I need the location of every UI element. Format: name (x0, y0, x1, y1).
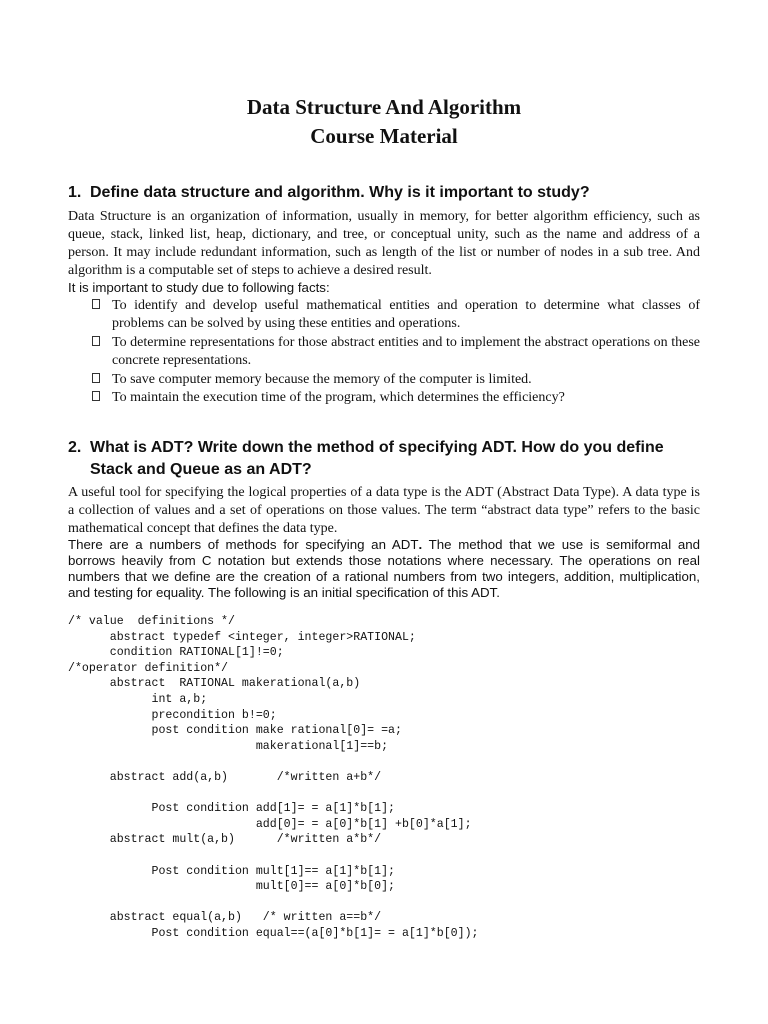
doc-title-line1: Data Structure And Algorithm (246, 95, 522, 119)
q1-heading (68, 182, 700, 204)
q1-bullet-item (92, 389, 700, 407)
adt-code-block (68, 614, 708, 941)
q1-paragraph-1: Data Structure is an organization of information, usually in memory, for better algorithm efficiency, such as queue, stack, linked list, heap, dictionary, and tree, or conceptual unity, such as the name and address of a person. It may include redundant information, such as length of the list or number of nodes in a sub tree. And algorithm is a computable set of steps to achieve a desired result. (68, 209, 700, 278)
code-line: abstract RATIONAL makerational(a,b) (68, 677, 361, 691)
bullet-box-icon (92, 336, 100, 346)
bullet-text: To maintain the execution time of the program, which determines the efficiency? (112, 390, 565, 405)
code-line: int a,b; (68, 692, 208, 706)
code-line: post condition make rational[0]= =a; (68, 724, 402, 738)
q2-paragraph-2a: There are a numbers of methods for specifying an ADT (68, 537, 419, 552)
q1-paragraph-2: It is important to study due to following facts: (68, 280, 330, 295)
q2-paragraph-2b: The method that we use is semiformal and borrows heavily from C notation but extends those notations where necessary. The operations on real numbers that we define are the creation of a rational numbers from two integers, addition, multiplication, and testing for equality. The following is an initial specification of this ADT. (68, 537, 701, 600)
q2-paragraph-2 (68, 537, 700, 601)
bullet-text: To determine representations for those abstract entities and to implement the abstract operations on these concrete representations. (112, 335, 700, 368)
code-line: abstract typedef <integer, integer>RATIONAL; (68, 630, 416, 644)
code-line: Post condition add[1]= = a[1]*b[1]; (68, 802, 395, 816)
code-line: /* value definitions */ (68, 615, 235, 628)
code-line (68, 754, 708, 770)
code-line: Post condition equal==(a[0]*b[1]= = a[1]*b[0]); (68, 926, 479, 940)
code-line (68, 786, 708, 802)
bullet-text: To identify and develop useful mathematical entities and operation to determine what classes of problems can be solved by using these entities and operations. (112, 298, 700, 331)
code-line: precondition b!=0; (68, 708, 277, 722)
bullet-box-icon (92, 391, 100, 401)
code-line: add[0]= = a[0]*b[1] +b[0]*a[1]; (68, 817, 472, 831)
bullet-text: To save computer memory because the memory of the computer is limited. (112, 372, 532, 387)
code-line: abstract equal(a,b) /* written a==b*/ (68, 911, 382, 925)
code-line: makerational[1]==b; (68, 739, 389, 753)
q1-number: 1. (68, 184, 82, 201)
code-line (68, 848, 708, 864)
q1-bullet-item (92, 297, 700, 333)
doc-title-line2: Course Material (310, 124, 458, 148)
code-line: mult[0]== a[0]*b[0]; (68, 880, 395, 894)
code-line: condition RATIONAL[1]!=0; (68, 646, 284, 660)
q2-heading (68, 437, 700, 481)
q1-heading-text: Define data structure and algorithm. Why is it important to study? (90, 184, 590, 201)
code-line: /*operator definition*/ (68, 661, 229, 675)
q2-number: 2. (68, 439, 82, 456)
q2-paragraph-2-dot: . (418, 537, 423, 552)
q2-paragraph-1: A useful tool for specifying the logical properties of a data type is the ADT (Abstract Data Type). A data type is a collection of values and a set of operations on those values. The term “abstract data type” refers to the basic mathematical concept that defines the data type. (68, 485, 700, 536)
q2-heading-line2: Stack and Queue as an ADT? (90, 461, 312, 478)
bullet-box-icon (92, 299, 100, 309)
code-line: abstract add(a,b) /*written a+b*/ (68, 770, 382, 784)
bullet-box-icon (92, 373, 100, 383)
code-line (68, 895, 708, 911)
q1-bullet-item (92, 371, 700, 389)
q1-bullet-item (92, 334, 700, 370)
q2-heading-line1: What is ADT? Write down the method of specifying ADT. How do you define (90, 439, 664, 456)
code-line: Post condition mult[1]== a[1]*b[1]; (68, 864, 395, 878)
code-line: abstract mult(a,b) /*written a*b*/ (68, 833, 382, 847)
